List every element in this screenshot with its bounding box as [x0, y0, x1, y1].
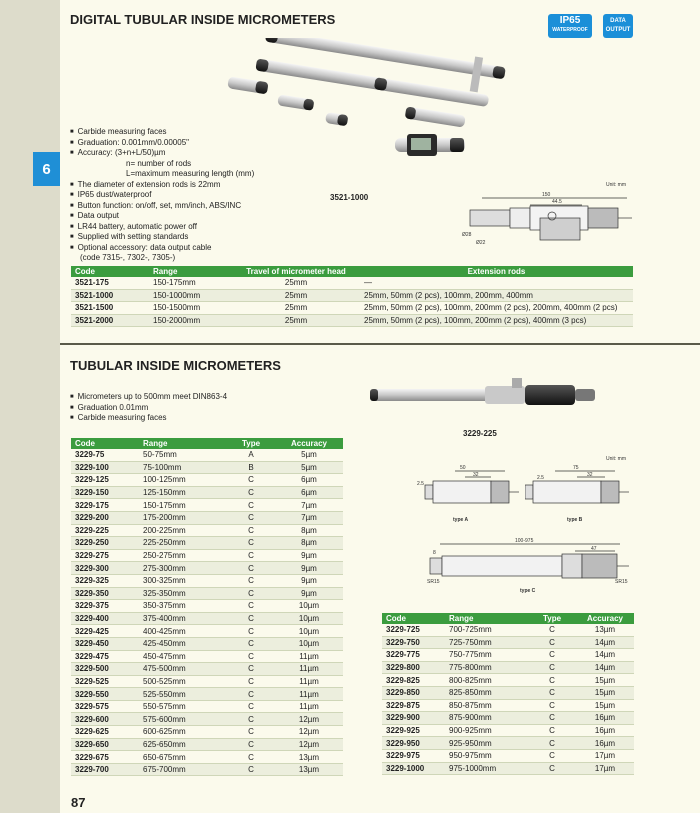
table-row: [382, 649, 634, 662]
cell-extension: 25mm, 50mm (2 pcs), 100mm, 200mm, 400mm: [360, 289, 633, 302]
cell-code: 3229-425: [71, 625, 139, 638]
feature-item: ■ Button function: on/off, set, mm/inch, ABS/INC: [70, 201, 254, 212]
cell-type: C: [528, 674, 576, 687]
ip65-badge: [548, 14, 592, 38]
cell-code: 3229-925: [382, 724, 445, 737]
cell-type: C: [227, 650, 275, 663]
cell-range: 950-975mm: [445, 749, 528, 762]
type-b-left: 2.5: [537, 475, 544, 481]
cell-range: 775-800mm: [445, 661, 528, 674]
cell-code: 3229-900: [382, 712, 445, 725]
table-row: [71, 562, 343, 575]
cell-range: 650-675mm: [139, 751, 227, 764]
tubular-image-caption: 3229-225: [463, 429, 497, 438]
table-row: [71, 474, 343, 487]
cell-code: 3229-825: [382, 674, 445, 687]
table-row: [71, 314, 633, 327]
cell-code: 3229-200: [71, 511, 139, 524]
cell-travel: 25mm: [232, 314, 360, 327]
col-range: Range: [149, 266, 232, 277]
cell-accuracy: 11µm: [275, 650, 343, 663]
cell-accuracy: 16µm: [576, 737, 634, 750]
cell-code: 3229-350: [71, 587, 139, 600]
table-row: [71, 302, 633, 315]
cell-code: 3229-300: [71, 562, 139, 575]
table-row: [71, 600, 343, 613]
cell-type: C: [227, 763, 275, 776]
cell-type: C: [528, 686, 576, 699]
col-code: Code: [71, 438, 139, 449]
cell-type: C: [227, 738, 275, 751]
cell-type: C: [227, 562, 275, 575]
cell-range: 475-500mm: [139, 663, 227, 676]
data-label: DATA: [610, 18, 626, 24]
table-row: [71, 637, 343, 650]
cell-accuracy: 9µm: [275, 587, 343, 600]
type-b-dim1: 75: [573, 465, 579, 471]
cell-range: 825-850mm: [445, 686, 528, 699]
dim-44-5: 44.5: [552, 199, 562, 205]
type-a-dim2: 32: [473, 472, 479, 478]
dim-d22: Ø22: [476, 240, 486, 246]
table-row: [71, 277, 633, 289]
table-row: [71, 650, 343, 663]
cell-range: 625-650mm: [139, 738, 227, 751]
type-c-r1: SR15: [427, 579, 440, 585]
feature-subitem: (code 7315-, 7302-, 7305-): [80, 253, 176, 262]
table-row: [71, 663, 343, 676]
cell-accuracy: 11µm: [275, 700, 343, 713]
tubular-spec-table-left: [71, 438, 343, 776]
table-row: [382, 636, 634, 649]
cell-accuracy: 12µm: [275, 713, 343, 726]
col-accuracy: Accuracy: [275, 438, 343, 449]
cell-accuracy: 6µm: [275, 474, 343, 487]
cell-accuracy: 8µm: [275, 537, 343, 550]
cell-code: 3229-700: [71, 763, 139, 776]
cell-code: 3229-1000: [382, 762, 445, 775]
table-row: [382, 686, 634, 699]
cell-accuracy: 11µm: [275, 675, 343, 688]
cell-travel: 25mm: [232, 277, 360, 289]
table-row: [382, 699, 634, 712]
type-c-label: type C: [520, 588, 536, 594]
ip65-sub-label: WATERPROOF: [552, 27, 588, 33]
cell-type: C: [227, 574, 275, 587]
data-output-badge: [603, 14, 633, 38]
type-c-diagram: [425, 536, 635, 594]
digital-micrometer-image: [215, 38, 515, 188]
cell-range: 75-100mm: [139, 461, 227, 474]
cell-type: B: [227, 461, 275, 474]
cell-code: 3229-225: [71, 524, 139, 537]
cell-code: 3229-175: [71, 499, 139, 512]
cell-range: 175-200mm: [139, 511, 227, 524]
table-row: [71, 738, 343, 751]
type-a-diagram: [415, 463, 525, 525]
digital-unit-label: Unit: mm: [606, 182, 626, 188]
cell-code: 3229-450: [71, 637, 139, 650]
feature-item: ■ Carbide measuring faces: [70, 127, 254, 138]
cell-range: 875-900mm: [445, 712, 528, 725]
cell-range: 325-350mm: [139, 587, 227, 600]
table-row: [382, 712, 634, 725]
cell-range: 150-175mm: [139, 499, 227, 512]
cell-type: C: [528, 737, 576, 750]
cell-code: 3521-175: [71, 277, 149, 289]
table-row: [71, 537, 343, 550]
cell-code: 3229-625: [71, 726, 139, 739]
cell-accuracy: 9µm: [275, 549, 343, 562]
cell-accuracy: 16µm: [576, 724, 634, 737]
digital-section-title: DIGITAL TUBULAR INSIDE MICROMETERS: [70, 12, 336, 27]
cell-range: 400-425mm: [139, 625, 227, 638]
cell-code: 3521-1000: [71, 289, 149, 302]
page-margin: [0, 0, 60, 813]
digital-dimension-diagram: [462, 188, 637, 250]
output-label: OUTPUT: [605, 27, 631, 33]
cell-accuracy: 14µm: [576, 661, 634, 674]
table-row: [71, 675, 343, 688]
cell-code: 3229-150: [71, 486, 139, 499]
cell-extension: 25mm, 50mm (2 pcs), 100mm, 200mm (2 pcs), 400mm (3 pcs): [360, 314, 633, 327]
cell-type: C: [528, 649, 576, 662]
table-row: [71, 449, 343, 461]
tubular-spec-table-right: [382, 613, 634, 775]
cell-accuracy: 15µm: [576, 686, 634, 699]
cell-range: 150-175mm: [149, 277, 232, 289]
cell-range: 975-1000mm: [445, 762, 528, 775]
cell-type: C: [227, 688, 275, 701]
table-row: [71, 688, 343, 701]
type-b-label: type B: [567, 517, 583, 523]
col-extension: Extension rods: [360, 266, 633, 277]
feature-item: ■ Graduation: 0.001mm/0.00005": [70, 138, 254, 149]
cell-range: 575-600mm: [139, 713, 227, 726]
cell-code: 3229-725: [382, 624, 445, 636]
cell-accuracy: 10µm: [275, 600, 343, 613]
cell-type: A: [227, 449, 275, 461]
table-row: [71, 574, 343, 587]
cell-accuracy: 11µm: [275, 688, 343, 701]
cell-code: 3229-875: [382, 699, 445, 712]
cell-code: 3229-75: [71, 449, 139, 461]
cell-code: 3229-975: [382, 749, 445, 762]
cell-type: C: [227, 625, 275, 638]
table-row: [71, 587, 343, 600]
dim-150: 150: [542, 192, 551, 198]
cell-code: 3229-850: [382, 686, 445, 699]
table-row: [71, 511, 343, 524]
cell-range: 600-625mm: [139, 726, 227, 739]
cell-code: 3229-325: [71, 574, 139, 587]
table-row: [71, 461, 343, 474]
cell-type: C: [227, 675, 275, 688]
cell-type: C: [227, 486, 275, 499]
cell-type: C: [227, 637, 275, 650]
cell-type: C: [227, 537, 275, 550]
cell-accuracy: 13µm: [275, 751, 343, 764]
cell-accuracy: 10µm: [275, 637, 343, 650]
cell-accuracy: 14µm: [576, 649, 634, 662]
table-row: [71, 625, 343, 638]
cell-range: 750-775mm: [445, 649, 528, 662]
cell-range: 925-950mm: [445, 737, 528, 750]
cell-code: 3229-950: [382, 737, 445, 750]
dim-d28: Ø28: [462, 232, 472, 238]
cell-accuracy: 10µm: [275, 612, 343, 625]
type-a-left: 2.5: [417, 481, 424, 487]
type-c-dim3: 8: [433, 550, 436, 556]
feature-item: ■ Accuracy: (3+n+L/50)µm: [70, 148, 254, 159]
cell-code: 3229-650: [71, 738, 139, 751]
cell-code: 3229-250: [71, 537, 139, 550]
table-row: [71, 612, 343, 625]
cell-range: 550-575mm: [139, 700, 227, 713]
cell-range: 125-150mm: [139, 486, 227, 499]
cell-range: 225-250mm: [139, 537, 227, 550]
feature-item: ■ Optional accessory: data output cable: [70, 243, 254, 254]
cell-accuracy: 15µm: [576, 699, 634, 712]
cell-range: 150-1000mm: [149, 289, 232, 302]
cell-range: 675-700mm: [139, 763, 227, 776]
type-a-dim1: 50: [460, 465, 466, 471]
col-travel: Travel of micrometer head: [232, 266, 360, 277]
table-row: [382, 661, 634, 674]
tubular-micrometer-image: [370, 374, 600, 414]
table-row: [382, 737, 634, 750]
cell-type: C: [227, 549, 275, 562]
table-row: [382, 624, 634, 636]
feature-subitem: n= number of rods: [126, 158, 192, 168]
cell-code: 3229-550: [71, 688, 139, 701]
cell-accuracy: 10µm: [275, 625, 343, 638]
cell-range: 275-300mm: [139, 562, 227, 575]
cell-range: 850-875mm: [445, 699, 528, 712]
page-number: 87: [71, 795, 86, 810]
table-row: [382, 724, 634, 737]
cell-type: C: [528, 712, 576, 725]
cell-range: 350-375mm: [139, 600, 227, 613]
cell-accuracy: 9µm: [275, 562, 343, 575]
cell-type: C: [528, 724, 576, 737]
cell-type: C: [528, 749, 576, 762]
table-row: [71, 713, 343, 726]
cell-range: 525-550mm: [139, 688, 227, 701]
cell-type: C: [227, 713, 275, 726]
cell-type: C: [227, 751, 275, 764]
cell-code: 3229-100: [71, 461, 139, 474]
cell-accuracy: 13µm: [576, 624, 634, 636]
cell-accuracy: 9µm: [275, 574, 343, 587]
type-c-r2: SR15: [615, 579, 628, 585]
cell-code: 3229-375: [71, 600, 139, 613]
table-row: [71, 499, 343, 512]
cell-range: 500-525mm: [139, 675, 227, 688]
cell-accuracy: 7µm: [275, 499, 343, 512]
cell-accuracy: 17µm: [576, 749, 634, 762]
cell-range: 50-75mm: [139, 449, 227, 461]
table-row: [71, 524, 343, 537]
table-row: [71, 486, 343, 499]
cell-type: C: [227, 700, 275, 713]
cell-accuracy: 8µm: [275, 524, 343, 537]
cell-accuracy: 16µm: [576, 712, 634, 725]
cell-code: 3229-125: [71, 474, 139, 487]
cell-range: 425-450mm: [139, 637, 227, 650]
cell-code: 3521-1500: [71, 302, 149, 315]
table-row: [71, 549, 343, 562]
cell-type: C: [227, 600, 275, 613]
digital-feature-list: [70, 127, 254, 264]
cell-code: 3229-475: [71, 650, 139, 663]
cell-type: C: [227, 726, 275, 739]
cell-extension: —: [360, 277, 633, 289]
cell-code: 3229-525: [71, 675, 139, 688]
section-divider: [60, 343, 700, 345]
feature-item: ■ Carbide measuring faces: [70, 413, 227, 424]
cell-range: 100-125mm: [139, 474, 227, 487]
cell-range: 725-750mm: [445, 636, 528, 649]
cell-extension: 25mm, 50mm (2 pcs), 100mm, 200mm (2 pcs), 200mm, 400mm (2 pcs): [360, 302, 633, 315]
table-row: [71, 751, 343, 764]
cell-accuracy: 5µm: [275, 449, 343, 461]
table-row: [71, 700, 343, 713]
col-type: Type: [227, 438, 275, 449]
cell-code: 3229-500: [71, 663, 139, 676]
cell-code: 3521-2000: [71, 314, 149, 327]
cell-type: C: [227, 511, 275, 524]
cell-range: 900-925mm: [445, 724, 528, 737]
type-b-dim2: 32: [587, 472, 593, 478]
cell-code: 3229-750: [382, 636, 445, 649]
table-row: [71, 726, 343, 739]
cell-range: 375-400mm: [139, 612, 227, 625]
col-range: Range: [445, 613, 528, 624]
cell-travel: 25mm: [232, 302, 360, 315]
col-code: Code: [382, 613, 445, 624]
feature-item: ■ LR44 battery, automatic power off: [70, 222, 254, 233]
cell-type: C: [227, 612, 275, 625]
section-tab[interactable]: 6: [33, 152, 60, 186]
tubular-feature-list: [70, 392, 227, 424]
cell-range: 250-275mm: [139, 549, 227, 562]
cell-range: 300-325mm: [139, 574, 227, 587]
type-c-dim1: 100-975: [515, 538, 534, 544]
cell-type: C: [528, 624, 576, 636]
cell-type: C: [528, 636, 576, 649]
cell-type: C: [528, 661, 576, 674]
cell-type: C: [227, 474, 275, 487]
cell-code: 3229-800: [382, 661, 445, 674]
table-row: [382, 749, 634, 762]
table-row: [71, 289, 633, 302]
cell-accuracy: 12µm: [275, 726, 343, 739]
cell-accuracy: 17µm: [576, 762, 634, 775]
table-row: [382, 674, 634, 687]
cell-range: 450-475mm: [139, 650, 227, 663]
tubular-unit-label: Unit: mm: [606, 456, 626, 462]
cell-accuracy: 11µm: [275, 663, 343, 676]
cell-code: 3229-275: [71, 549, 139, 562]
type-c-dim2: 47: [591, 546, 597, 552]
cell-range: 800-825mm: [445, 674, 528, 687]
cell-range: 150-2000mm: [149, 314, 232, 327]
ip65-label: IP65: [559, 15, 581, 26]
cell-type: C: [227, 663, 275, 676]
feature-item: ■ IP65 dust/waterproof: [70, 190, 254, 201]
cell-accuracy: 7µm: [275, 511, 343, 524]
feature-item: ■ Graduation 0.01mm: [70, 403, 227, 414]
cell-type: C: [528, 699, 576, 712]
cell-code: 3229-575: [71, 700, 139, 713]
cell-accuracy: 13µm: [275, 763, 343, 776]
col-range: Range: [139, 438, 227, 449]
table-row: [382, 762, 634, 775]
col-type: Type: [528, 613, 576, 624]
cell-code: 3229-675: [71, 751, 139, 764]
cell-accuracy: 5µm: [275, 461, 343, 474]
feature-subitem: L=maximum measuring length (mm): [126, 169, 255, 178]
cell-range: 200-225mm: [139, 524, 227, 537]
feature-item: ■ Micrometers up to 500mm meet DIN863-4: [70, 392, 227, 403]
cell-type: C: [227, 524, 275, 537]
cell-accuracy: 12µm: [275, 738, 343, 751]
digital-spec-table: [71, 266, 633, 327]
cell-type: C: [227, 587, 275, 600]
type-b-diagram: [525, 463, 635, 525]
col-code: Code: [71, 266, 149, 277]
cell-code: 3229-600: [71, 713, 139, 726]
cell-code: 3229-400: [71, 612, 139, 625]
type-a-label: type A: [453, 517, 469, 523]
feature-item: ■ The diameter of extension rods is 22mm: [70, 180, 254, 191]
feature-item: ■ Supplied with setting standards: [70, 232, 254, 243]
cell-range: 150-1500mm: [149, 302, 232, 315]
cell-travel: 25mm: [232, 289, 360, 302]
feature-item: ■ Data output: [70, 211, 254, 222]
digital-image-caption: 3521-1000: [330, 193, 369, 202]
cell-code: 3229-775: [382, 649, 445, 662]
cell-accuracy: 14µm: [576, 636, 634, 649]
tubular-section-title: TUBULAR INSIDE MICROMETERS: [70, 358, 281, 373]
table-row: [71, 763, 343, 776]
cell-range: 700-725mm: [445, 624, 528, 636]
cell-accuracy: 6µm: [275, 486, 343, 499]
cell-type: C: [227, 499, 275, 512]
cell-type: C: [528, 762, 576, 775]
cell-accuracy: 15µm: [576, 674, 634, 687]
col-accuracy: Accuracy: [576, 613, 634, 624]
